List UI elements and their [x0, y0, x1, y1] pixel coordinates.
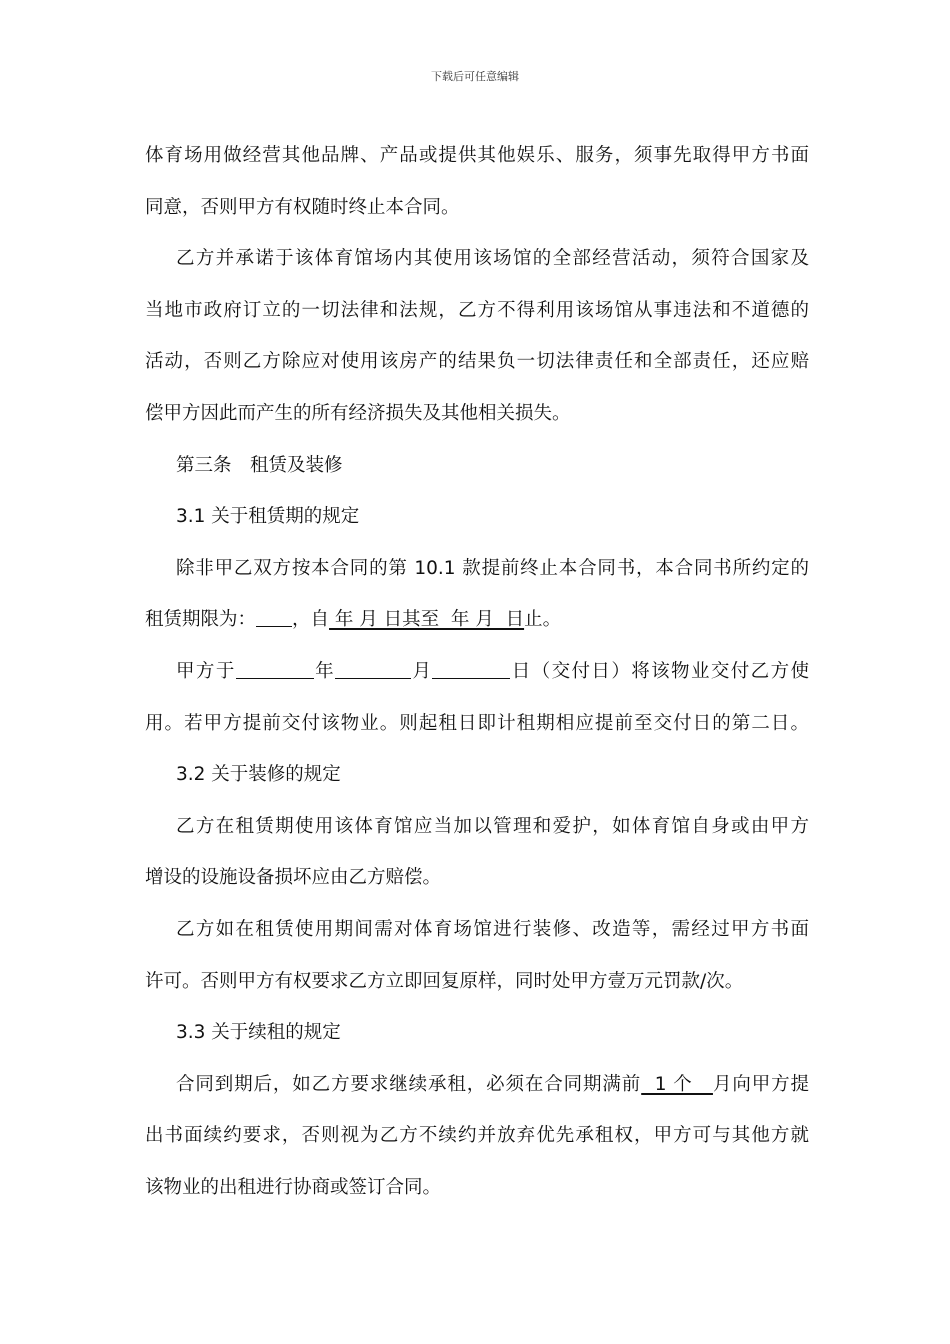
paragraph-line: 该物业的出租进行协商或签订合同。	[145, 1176, 442, 1198]
delivery-date-line	[145, 646, 809, 698]
paragraph-line: 乙方在租赁期使用该体育馆应当加以管理和爱护，如体育馆自身或由甲方	[176, 815, 809, 837]
paragraph-line: 用。若甲方提前交付该物业。则起租日即计租期相应提前至交付日的第二日。	[145, 712, 809, 734]
paragraph-line: 出书面续约要求，否则视为乙方不续约并放弃优先承租权，甲方可与其他方就	[145, 1125, 809, 1147]
paragraph-line: 体育场用做经营其他品牌、产品或提供其他娱乐、服务，须事先取得甲方书面	[145, 145, 809, 166]
delivery-text: 日（交付日）将该物业交付乙方使	[510, 660, 809, 682]
document-body	[145, 130, 809, 1213]
lease-term-label: 租赁期限为：	[145, 609, 257, 631]
paragraph-line: 乙方并承诺于该体育馆场内其使用该场馆的全部经营活动，须符合国家及	[176, 248, 809, 270]
page-header: 下载后可任意编辑	[431, 70, 519, 83]
lease-term-end: 止。	[524, 609, 562, 631]
paragraph-line: 乙方如在租赁使用期间需对体育场馆进行装修、改造等，需经过甲方书面	[176, 918, 809, 940]
paragraph-line: 同意，否则甲方有权随时终止本合同。	[145, 196, 460, 218]
lease-term-dates: 年 月 日其至 年 月 日	[329, 609, 525, 631]
article-heading: 第三条 租赁及装修	[176, 454, 343, 476]
month-label: 月	[411, 660, 433, 682]
paragraph-line: 偿甲方因此而产生的所有经济损失及其他相关损失。	[145, 402, 571, 424]
section-heading-3-3: 3.3 关于续租的规定	[176, 1022, 341, 1044]
section-heading-3-2: 3.2 关于装修的规定	[176, 764, 341, 786]
day-blank	[432, 658, 510, 679]
section-heading-3-1: 3.1 关于租赁期的规定	[176, 506, 360, 528]
paragraph-line: 除非甲乙双方按本合同的第 10.1 款提前终止本合同书，本合同书所约定的	[176, 557, 809, 579]
lease-term-from: ，自	[292, 609, 330, 631]
renewal-text-tail: 月向甲方提	[712, 1073, 809, 1095]
renewal-line	[145, 1059, 809, 1111]
month-blank	[335, 658, 411, 679]
renewal-text: 合同到期后，如乙方要求继续承租，必须在合同期满前	[176, 1073, 642, 1095]
lease-term-line	[145, 594, 809, 646]
lease-term-blank	[256, 606, 292, 627]
year-blank	[236, 658, 314, 679]
paragraph-line: 许可。否则甲方有权要求乙方立即回复原样，同时处甲方壹万元罚款/次。	[145, 970, 744, 992]
paragraph-line: 增设的设施设备损坏应由乙方赔偿。	[145, 867, 442, 889]
renewal-months-value: 1 个	[641, 1073, 713, 1095]
paragraph-line: 活动，否则乙方除应对使用该房产的结果负一切法律责任和全部责任，还应赔	[145, 351, 809, 373]
delivery-party: 甲方于	[176, 660, 236, 682]
year-label: 年	[313, 660, 336, 682]
paragraph-line: 当地市政府订立的一切法律和法规，乙方不得利用该场馆从事违法和不道德的	[145, 299, 809, 321]
